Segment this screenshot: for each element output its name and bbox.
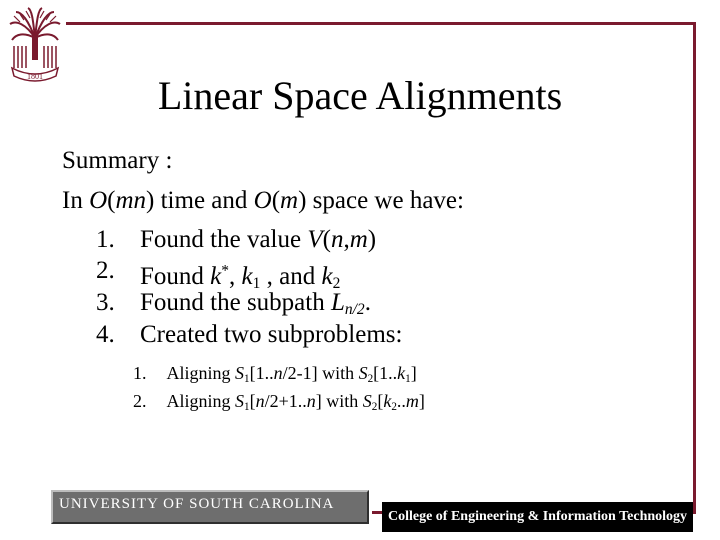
summary-intro: In O(mn) time and O(m) space we have: [62,187,464,214]
list-item-2: 2. Found k*, $k_1$ , and $k_2$ [96,257,341,292]
university-footer-bar: UNIVERSITY OF SOUTH CAROLINA [51,490,369,524]
list-item-1: 1. Found the value V(n,m) [96,226,377,253]
sublist-number: 2. [133,391,147,411]
list-number: 3. [96,289,115,316]
list-number: 2. [96,257,115,284]
list-number: 4. [96,321,115,348]
list-number: 1. [96,226,115,253]
list-item-3: 3. Found the subpath $L_{n/2}$. [96,289,371,318]
list-item-4: 4. Created two subproblems: [96,321,403,348]
slide-title: Linear Space Alignments [157,73,563,118]
sublist-item-1: 1. Aligning $S_1[1..n/2-1]$ with $S_2[1..k_1]$ [133,363,417,385]
sublist-number: 1. [133,363,147,383]
seal-year-text: 1801 [27,72,43,81]
sublist-item-2: 2. Aligning $S_1[n/2+1..n]$ with $S_2[k_2..m]$ [133,391,425,413]
college-footer-bar: College of Engineering & Information Technology [382,502,693,532]
summary-label: Summary : [62,147,173,174]
frame-top-rule [66,22,696,25]
